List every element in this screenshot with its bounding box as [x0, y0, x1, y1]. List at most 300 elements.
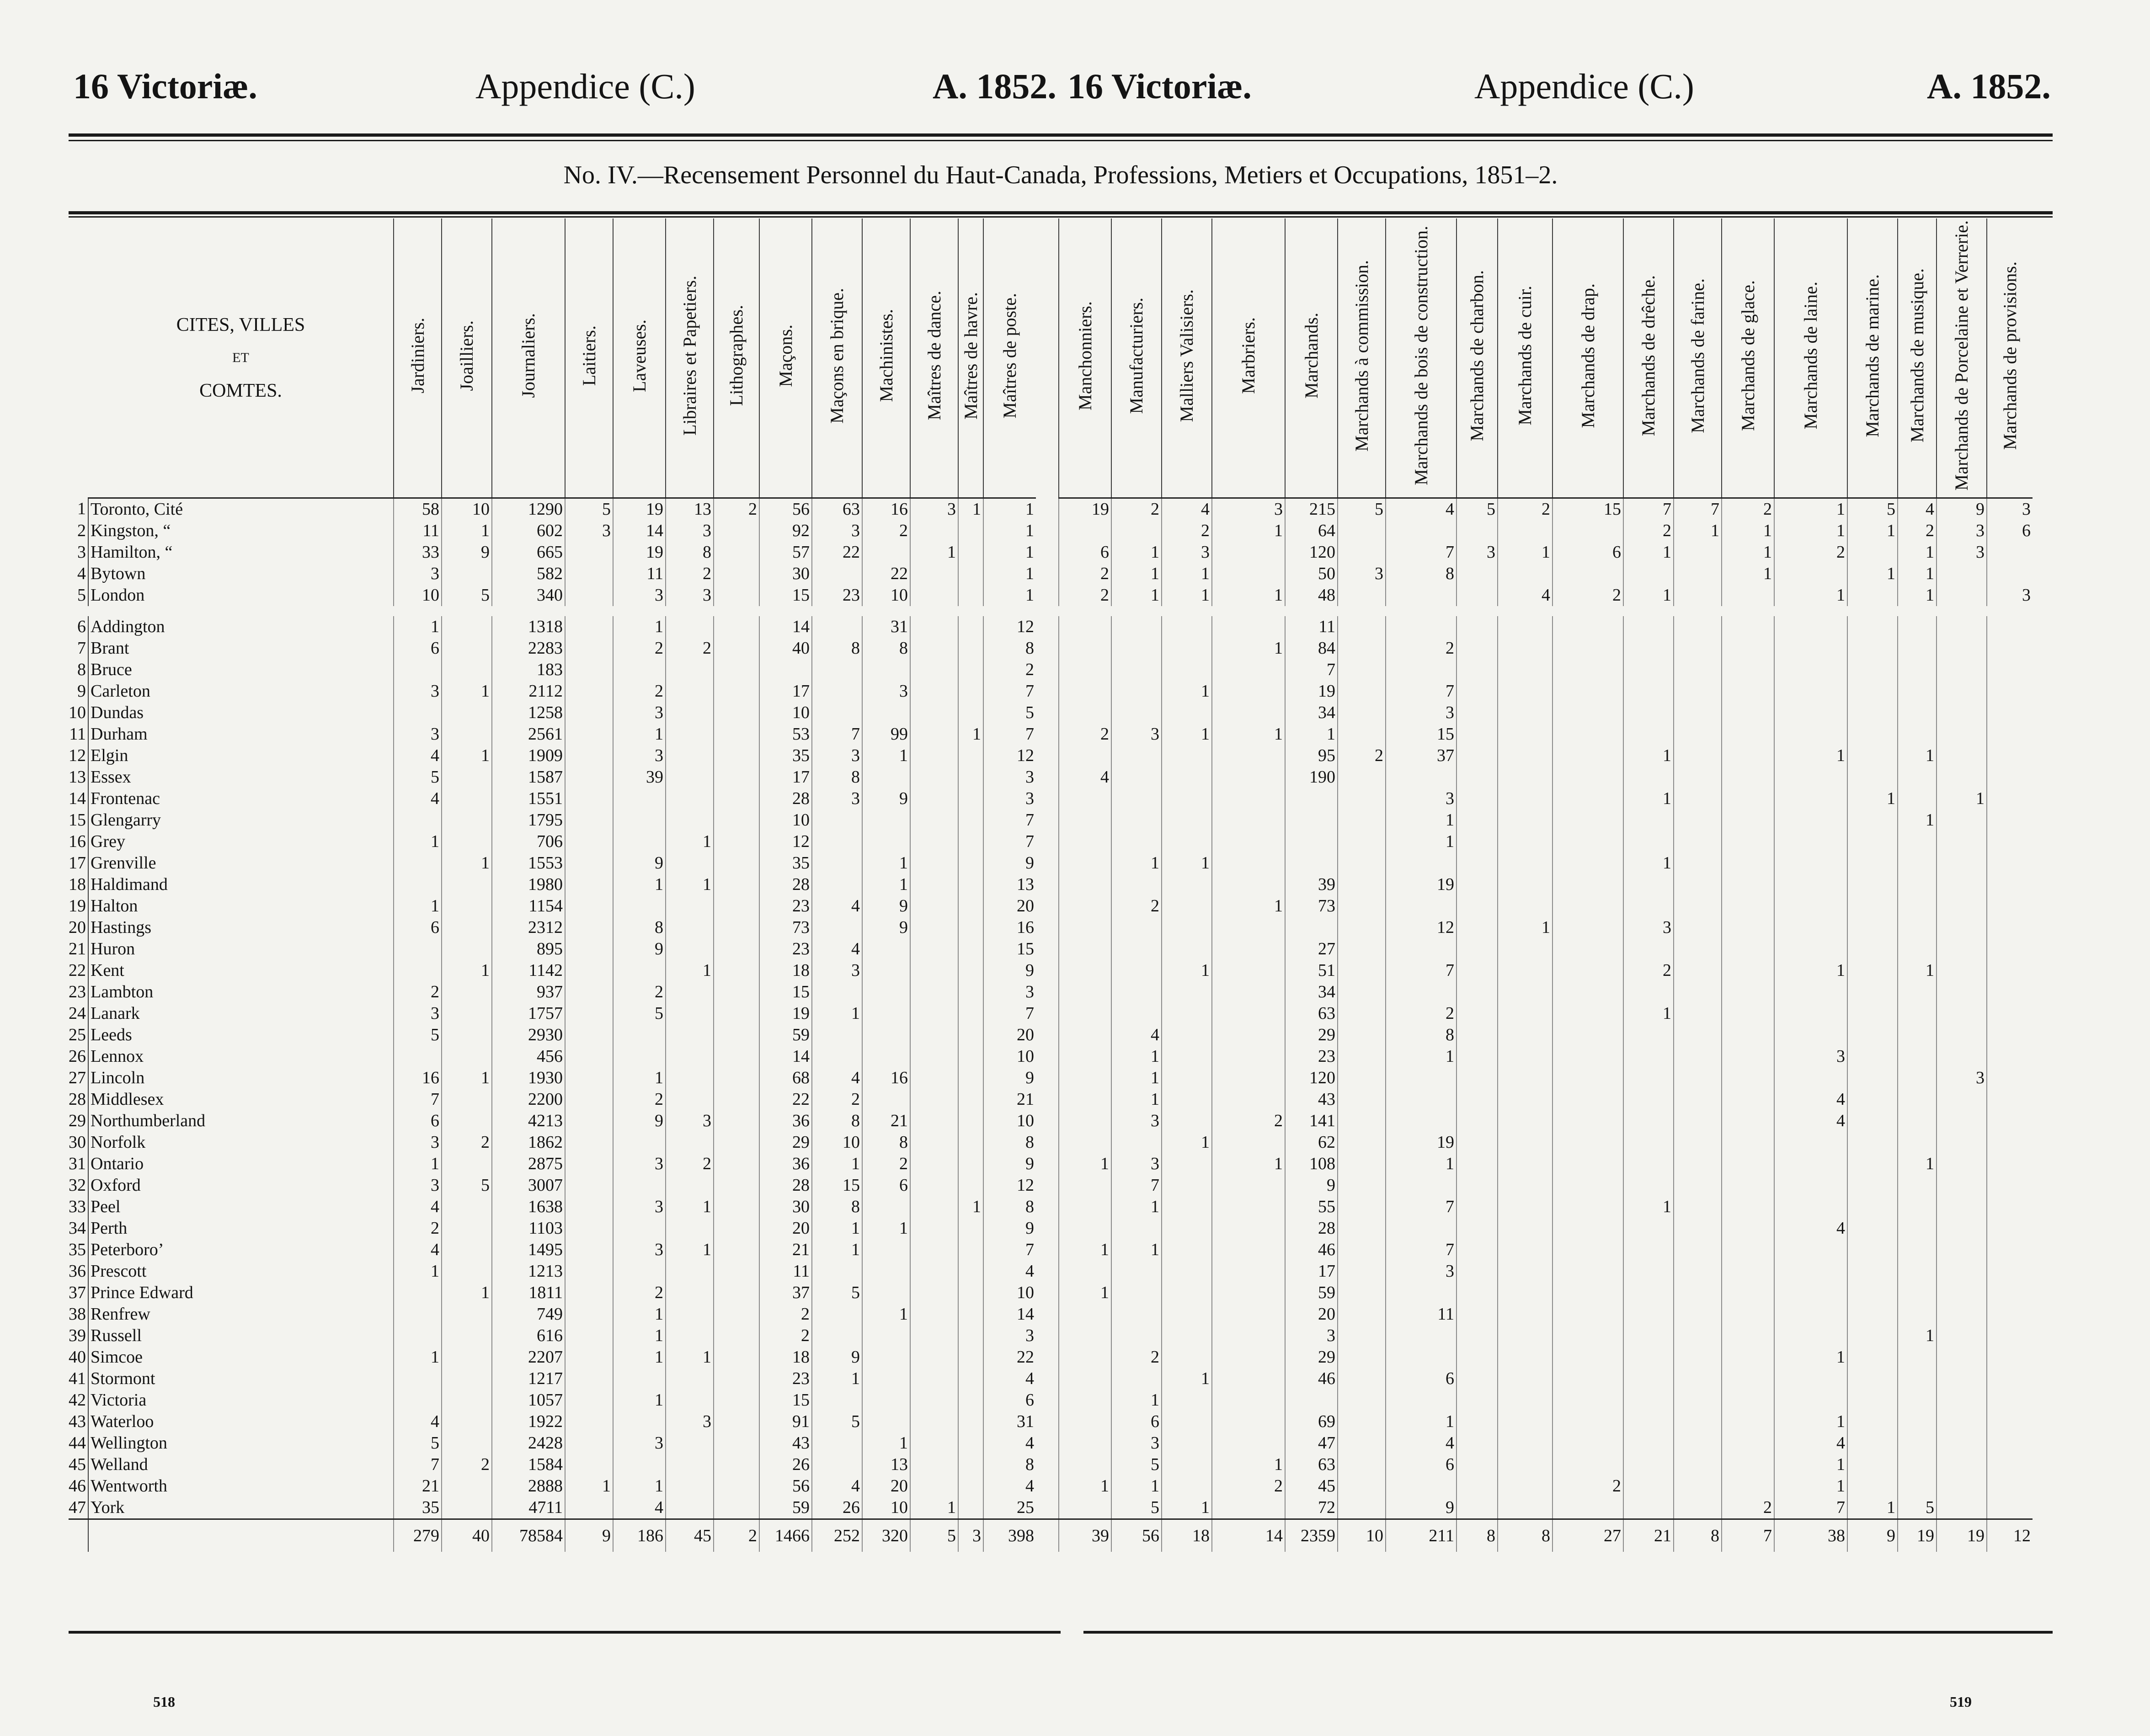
cell: [1847, 1261, 1898, 1282]
cell: [1111, 520, 1162, 542]
cell: 1757: [492, 1003, 565, 1024]
cell: [1386, 1089, 1456, 1110]
cell: [442, 874, 492, 895]
row-name: Lincoln: [88, 1067, 394, 1089]
cell: [1937, 1497, 1987, 1519]
cell: [1774, 788, 1847, 809]
row-number: 24: [69, 1004, 86, 1023]
cell: [1674, 1089, 1722, 1110]
cell: [1162, 1003, 1212, 1024]
cell: [714, 659, 759, 681]
cell: [1674, 1110, 1722, 1132]
cell: [862, 1003, 910, 1024]
cell: [565, 638, 613, 659]
cell: 34: [1285, 702, 1338, 724]
cell: [714, 585, 759, 606]
cell: 2: [759, 1304, 812, 1325]
cell: [1162, 1218, 1212, 1239]
cell: 28: [759, 788, 812, 809]
cell: [1456, 702, 1498, 724]
cell: [958, 1089, 983, 1110]
cell: [1162, 745, 1212, 767]
column-header-row: [69, 218, 2033, 498]
cell: [1552, 1432, 1623, 1454]
cell: [910, 1347, 958, 1368]
cell: [1059, 1261, 1111, 1282]
total-cell: 8: [1498, 1519, 1552, 1552]
row-number: 40: [69, 1347, 86, 1367]
row-number: 43: [69, 1412, 86, 1431]
cell: 3: [1987, 585, 2033, 606]
cell: 29: [1285, 1347, 1338, 1368]
cell: [1722, 585, 1774, 606]
cell: [1498, 831, 1552, 852]
cell: 1: [1386, 1153, 1456, 1175]
cell: [1847, 981, 1898, 1003]
cell: [1937, 1261, 1987, 1282]
cell: [1937, 1390, 1987, 1411]
cell: 1: [812, 1239, 862, 1261]
cell: [666, 981, 714, 1003]
cell: [1386, 1282, 1456, 1304]
row-header: CITES, VILLES ET COMTES.: [88, 218, 394, 498]
cell: 5: [613, 1003, 666, 1024]
cell: [666, 659, 714, 681]
cell: [862, 1261, 910, 1282]
cell: [910, 1282, 958, 1304]
cell: [666, 809, 714, 831]
cell: [1987, 616, 2033, 638]
cell: [1674, 831, 1722, 852]
cell: 1: [1774, 1347, 1847, 1368]
table-row: [69, 616, 2033, 638]
cell: [1623, 1390, 1674, 1411]
cell: [1937, 1110, 1987, 1132]
cell: [1552, 681, 1623, 702]
cell: [1623, 981, 1674, 1003]
cell: [666, 1175, 714, 1196]
cell: [1552, 1067, 1623, 1089]
cell: [1498, 1132, 1552, 1153]
cell: [1111, 767, 1162, 788]
cell: [1111, 659, 1162, 681]
cell: [812, 563, 862, 585]
cell: 3: [1111, 1110, 1162, 1132]
cell: [1623, 1261, 1674, 1282]
cell: 1: [613, 874, 666, 895]
cell: [1059, 1046, 1111, 1067]
cell: [1338, 1196, 1386, 1218]
cell: [1498, 1475, 1552, 1497]
row-name: Halton: [88, 895, 394, 917]
cell: [1498, 767, 1552, 788]
cell: [1722, 1132, 1774, 1153]
cell: [1111, 960, 1162, 981]
cell: [1987, 1110, 2033, 1132]
cell: [910, 1239, 958, 1261]
cell: [442, 917, 492, 938]
cell: [958, 1003, 983, 1024]
column-header: Maçons.: [759, 218, 812, 498]
cell: 3: [666, 1411, 714, 1432]
cell: 1: [862, 1304, 910, 1325]
cell: 1: [1212, 724, 1285, 745]
cell: [1847, 852, 1898, 874]
column-header: Marchands de provisions.: [1987, 218, 2033, 498]
cell: 3: [613, 585, 666, 606]
cell: [1552, 1368, 1623, 1390]
cell: 10: [759, 809, 812, 831]
cell: 5: [812, 1282, 862, 1304]
cell: [1386, 585, 1456, 606]
cell: [1987, 1347, 2033, 1368]
total-cell: 252: [812, 1519, 862, 1552]
cell: [1498, 1282, 1552, 1304]
cell: 2: [1212, 1110, 1285, 1132]
cell: [1552, 1454, 1623, 1475]
cell: 1: [1162, 960, 1212, 981]
cell: [1498, 1110, 1552, 1132]
cell: [958, 638, 983, 659]
cell: [565, 1411, 613, 1432]
cell: [1498, 1304, 1552, 1325]
cell: [1456, 917, 1498, 938]
cell: [1386, 1347, 1456, 1368]
cell: [442, 1089, 492, 1110]
cell: [1162, 1432, 1212, 1454]
cell: 582: [492, 563, 565, 585]
cell: 27: [1285, 938, 1338, 960]
row-number: 44: [69, 1433, 86, 1453]
cell: 7: [1386, 1196, 1456, 1218]
cell: [812, 917, 862, 938]
cell: [1111, 681, 1162, 702]
cell: [1674, 809, 1722, 831]
cell: 616: [492, 1325, 565, 1347]
cell: [1552, 1175, 1623, 1196]
table-row: [69, 1497, 2033, 1519]
cell: [1898, 1475, 1937, 1497]
cell: [1937, 874, 1987, 895]
cell: [666, 1046, 714, 1067]
cell: [666, 1218, 714, 1239]
cell: [1162, 1153, 1212, 1175]
cell: 4213: [492, 1110, 565, 1132]
cell: [1059, 1497, 1111, 1519]
cell: [1937, 1304, 1987, 1325]
cell: [1162, 702, 1212, 724]
cell: 2: [666, 1153, 714, 1175]
cell: [1674, 1218, 1722, 1239]
cell: 1: [1162, 1497, 1212, 1519]
cell: [1338, 702, 1386, 724]
cell: 2: [394, 1218, 442, 1239]
cell: 1: [1111, 852, 1162, 874]
cell: 9: [1937, 498, 1987, 521]
table-row: [69, 1411, 2033, 1432]
column-header: Maîtres de havre.: [958, 218, 983, 498]
cell: 1: [812, 1218, 862, 1239]
cell: [1623, 1454, 1674, 1475]
cell: [1552, 767, 1623, 788]
cell: [1212, 1003, 1285, 1024]
cell: 1: [1212, 1454, 1285, 1475]
cell: 9: [862, 895, 910, 917]
cell: 3: [613, 702, 666, 724]
cell: [1847, 1196, 1898, 1218]
cell: 1: [613, 724, 666, 745]
cell: [958, 1347, 983, 1368]
cell: [565, 702, 613, 724]
table-row: [69, 724, 2033, 745]
cell: [1847, 1239, 1898, 1261]
row-name: Glengarry: [88, 809, 394, 831]
total-cell: 19: [1898, 1519, 1937, 1552]
table-row: [69, 1347, 2033, 1368]
cell: [1937, 1475, 1987, 1497]
cell: 1: [1386, 1046, 1456, 1067]
cell: [1847, 702, 1898, 724]
column-header: Marchands de Porcelaine et Verrerie.: [1937, 218, 1987, 498]
cell: [1898, 1089, 1937, 1110]
cell: [1111, 938, 1162, 960]
cell: [1111, 917, 1162, 938]
cell: [910, 1432, 958, 1454]
cell: [862, 960, 910, 981]
cell: 1: [1847, 788, 1898, 809]
cell: [958, 1497, 983, 1519]
cell: [1212, 831, 1285, 852]
row-number: 36: [69, 1262, 86, 1281]
cell: 21: [394, 1475, 442, 1497]
cell: [666, 1282, 714, 1304]
cell: [565, 659, 613, 681]
cell: [1456, 809, 1498, 831]
cell: 2: [1623, 960, 1674, 981]
cell: 2312: [492, 917, 565, 938]
cell: 1: [666, 874, 714, 895]
cell: [565, 1261, 613, 1282]
cell: [958, 874, 983, 895]
cell: 2: [1059, 563, 1111, 585]
cell: [1847, 1304, 1898, 1325]
row-name: Russell: [88, 1325, 394, 1347]
cell: [442, 1475, 492, 1497]
cell: [1937, 1089, 1987, 1110]
cell: [1498, 745, 1552, 767]
cell: [1456, 981, 1498, 1003]
cell: [1987, 1368, 2033, 1390]
cell: [442, 638, 492, 659]
cell: 35: [759, 852, 812, 874]
cell: [1774, 981, 1847, 1003]
cell: [714, 1110, 759, 1132]
cell: [666, 1024, 714, 1046]
cell: [1722, 1024, 1774, 1046]
cell: [1847, 1390, 1898, 1411]
cell: 7: [1111, 1175, 1162, 1196]
cell: 1: [565, 1475, 613, 1497]
cell: [666, 938, 714, 960]
cell: [442, 767, 492, 788]
cell: [958, 1024, 983, 1046]
cell: 1: [1898, 1153, 1937, 1175]
cell: [1674, 1003, 1722, 1024]
cell: [1847, 874, 1898, 895]
cell: 5: [442, 585, 492, 606]
row-number: 23: [69, 982, 86, 1001]
cell: [714, 938, 759, 960]
cell: [1338, 1304, 1386, 1325]
cell: 1217: [492, 1368, 565, 1390]
cell: 3: [812, 960, 862, 981]
cell: [1338, 938, 1386, 960]
cell: [1987, 659, 2033, 681]
spacer-row: [69, 606, 2033, 616]
cell: 29: [1285, 1024, 1338, 1046]
cell: [1456, 874, 1498, 895]
cell: 91: [759, 1411, 812, 1432]
cell: 4: [1498, 585, 1552, 606]
cell: 5: [1111, 1497, 1162, 1519]
cell: 9: [613, 1110, 666, 1132]
cell: 1: [812, 1153, 862, 1175]
cell: [1774, 1132, 1847, 1153]
cell: 2: [812, 1089, 862, 1110]
cell: [1338, 917, 1386, 938]
cell: 3: [983, 1325, 1036, 1347]
cell: [442, 1390, 492, 1411]
cell: [666, 852, 714, 874]
cell: 5: [812, 1411, 862, 1432]
cell: 1: [394, 616, 442, 638]
cell: [666, 1325, 714, 1347]
cell: [1847, 659, 1898, 681]
row-name: Essex: [88, 767, 394, 788]
cell: [1774, 874, 1847, 895]
cell: 20: [759, 1218, 812, 1239]
cell: [958, 960, 983, 981]
cell: [1111, 831, 1162, 852]
table-row: [69, 1432, 2033, 1454]
cell: [1774, 1003, 1847, 1024]
row-number: 17: [69, 853, 86, 873]
cell: [958, 1110, 983, 1132]
row-name: Haldimand: [88, 874, 394, 895]
cell: [1774, 1325, 1847, 1347]
cell: 2: [862, 520, 910, 542]
cell: [1285, 852, 1338, 874]
cell: 3: [1623, 917, 1674, 938]
row-number: 38: [69, 1305, 86, 1324]
cell: [958, 1304, 983, 1325]
cell: [812, 1390, 862, 1411]
row-name: Elgin: [88, 745, 394, 767]
cell: [862, 1390, 910, 1411]
cell: 1: [613, 1067, 666, 1089]
cell: [958, 585, 983, 606]
cell: 55: [1285, 1196, 1338, 1218]
cell: 8: [1386, 1024, 1456, 1046]
cell: [1059, 638, 1111, 659]
cell: [714, 542, 759, 563]
cell: 1: [666, 960, 714, 981]
table-row: [69, 1003, 2033, 1024]
cell: [958, 542, 983, 563]
cell: [910, 1003, 958, 1024]
cell: [910, 1153, 958, 1175]
total-cell: 8: [1456, 1519, 1498, 1552]
cell: [1898, 1003, 1937, 1024]
row-name: London: [88, 585, 394, 606]
cell: 1: [1111, 1196, 1162, 1218]
cell: [1338, 981, 1386, 1003]
table-row: [69, 1304, 2033, 1325]
cell: [1722, 702, 1774, 724]
cell: 8: [983, 638, 1036, 659]
total-cell: 27: [1552, 1519, 1623, 1552]
cell: 4: [983, 1475, 1036, 1497]
cell: [1285, 1390, 1338, 1411]
cell: 22: [983, 1347, 1036, 1368]
cell: [1898, 874, 1937, 895]
cell: 1: [983, 563, 1036, 585]
cell: 84: [1285, 638, 1338, 659]
cell: [1552, 563, 1623, 585]
cell: [1774, 917, 1847, 938]
cell: 1: [1898, 563, 1937, 585]
table-row: [69, 1132, 2033, 1153]
cell: 6: [1386, 1368, 1456, 1390]
table-row: [69, 638, 2033, 659]
cell: [1338, 616, 1386, 638]
cell: [1774, 724, 1847, 745]
cell: [1623, 767, 1674, 788]
total-cell: 39: [1059, 1519, 1111, 1552]
row-number: 20: [69, 918, 86, 937]
cell: [1623, 1475, 1674, 1497]
cell: 7: [983, 681, 1036, 702]
cell: [1212, 1067, 1285, 1089]
cell: [394, 1368, 442, 1390]
cell: [1552, 1325, 1623, 1347]
table-row: [69, 1368, 2033, 1390]
cell: [1338, 1282, 1386, 1304]
cell: [958, 1390, 983, 1411]
cell: 20: [983, 1024, 1036, 1046]
row-number: 15: [69, 810, 86, 830]
cell: [613, 895, 666, 917]
cell: [1552, 874, 1623, 895]
cell: [1111, 1003, 1162, 1024]
cell: [1498, 1003, 1552, 1024]
cell: [1498, 1089, 1552, 1110]
cell: 1: [1386, 1411, 1456, 1432]
cell: 22: [862, 563, 910, 585]
cell: [442, 831, 492, 852]
cell: 19: [613, 498, 666, 521]
cell: [1456, 1261, 1498, 1282]
cell: 51: [1285, 960, 1338, 981]
cell: [714, 981, 759, 1003]
cell: [1338, 1347, 1386, 1368]
cell: [1162, 1325, 1212, 1347]
cell: 1: [958, 498, 983, 521]
cell: 8: [812, 1110, 862, 1132]
cell: 1: [666, 831, 714, 852]
totals-label: [88, 1519, 394, 1552]
cell: [1386, 1067, 1456, 1089]
